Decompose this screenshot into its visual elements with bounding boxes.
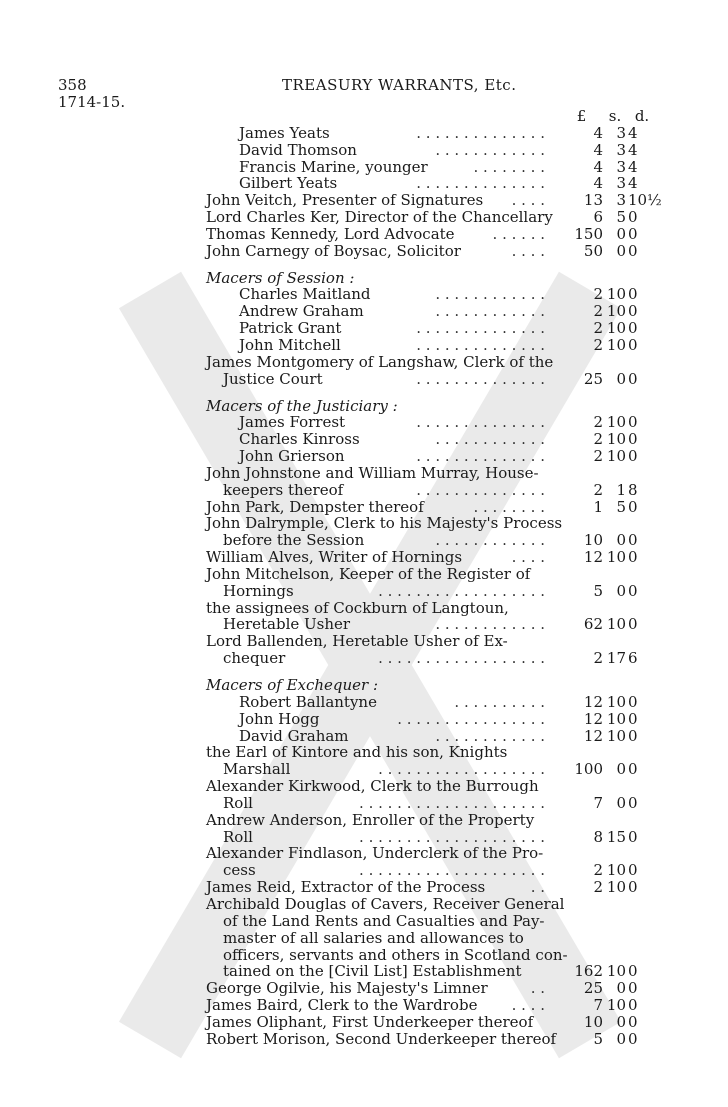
pence-value: 0 [628, 692, 638, 711]
pence-value: 0 [628, 413, 638, 432]
pounds-value: 100 [574, 760, 603, 779]
table-row [0, 286, 728, 303]
shillings-value: 10 [606, 335, 626, 354]
pounds-value: 10 [583, 531, 603, 550]
pence-value: 0 [628, 224, 638, 243]
table-row [0, 583, 728, 600]
pence-value: 0 [628, 531, 638, 550]
dot-leader: . . . . . . . . . . . . [435, 616, 545, 634]
entry-description: master of all salaries and allowances to [223, 928, 524, 947]
dot-leader: . . . . . . . . . . . . [435, 141, 545, 159]
table-row [0, 159, 728, 176]
dot-leader: . . . . . . . . . . . . [435, 727, 545, 745]
pounds-value: 2 [593, 447, 603, 466]
shillings-value: 10 [606, 962, 626, 981]
table-row [0, 879, 728, 896]
pounds-value: 12 [583, 548, 603, 567]
table-row [0, 711, 728, 728]
table-row [0, 694, 728, 711]
entry-description: John Hogg [239, 709, 320, 728]
pounds-value: 1 [593, 497, 603, 516]
table-row [0, 795, 728, 812]
pounds-value: 12 [583, 692, 603, 711]
dot-leader: . . . . . . . . . . . . . . . . [397, 710, 545, 728]
pence-heading: d. [634, 107, 650, 125]
entry-description: Andrew Graham [239, 302, 364, 321]
shillings-value: 5 [616, 208, 626, 227]
pence-value: 0 [628, 241, 638, 260]
pence-value: 0 [628, 760, 638, 779]
pence-value: 4 [628, 140, 638, 159]
dot-leader: . . . . . . . . . . . . . . . . . . [378, 650, 545, 667]
entry-description: John Veitch, Presenter of Signatures [206, 191, 484, 210]
entry-description: cess [223, 861, 256, 880]
pounds-value: 25 [583, 369, 603, 388]
table-row [0, 209, 728, 226]
table-row [0, 448, 728, 465]
entry-description: Alexander Findlason, Underclerk of the Pro- [206, 844, 544, 863]
table-row [0, 963, 728, 980]
pence-value: 4 [628, 157, 638, 176]
pence-value: 0 [628, 878, 638, 897]
page-title: TREASURY WARRANTS, Etc. [282, 76, 517, 94]
pounds-value: 2 [593, 335, 603, 354]
table-row [0, 482, 728, 499]
shillings-value: 3 [616, 174, 626, 193]
pence-value: 0 [628, 369, 638, 388]
table-row [0, 778, 728, 795]
pounds-value: 2 [593, 319, 603, 338]
entry-description: Roll [223, 827, 253, 846]
pounds-value: 2 [593, 480, 603, 499]
shillings-value: 0 [616, 241, 626, 260]
pounds-value: 2 [593, 430, 603, 449]
entry-description: John Carnegy of Boysac, Solicitor [206, 241, 461, 260]
table-row [0, 414, 728, 431]
table-row [0, 515, 728, 532]
dot-leader: . . . . . . . . . . . . [435, 532, 545, 550]
pounds-value: 4 [593, 174, 603, 193]
entry-description: Justice Court [223, 369, 323, 388]
entry-description: Archibald Douglas of Cavers, Receiver General [206, 894, 565, 913]
shillings-value: 3 [616, 123, 626, 142]
shillings-value: 3 [616, 191, 626, 210]
entry-description: James Montgomery of Langshaw, Clerk of the [206, 352, 554, 371]
table-row [0, 303, 728, 320]
entry-description: Robert Ballantyne [239, 692, 377, 711]
table-row [0, 633, 728, 650]
dot-leader: . . . . . . . . . . . . . . [416, 336, 545, 354]
entry-description: Alexander Kirkwood, Clerk to the Burrough [206, 777, 539, 796]
shillings-value: 10 [606, 413, 626, 432]
entry-description: Lord Ballenden, Heretable Usher of Ex- [206, 632, 508, 651]
pence-value: 0 [628, 962, 638, 981]
table-row [0, 465, 728, 482]
pounds-value: 2 [593, 861, 603, 880]
pounds-value: 12 [583, 709, 603, 728]
entry-description: James Yeats [239, 123, 330, 142]
entry-description: chequer [223, 649, 286, 668]
shillings-value: 10 [606, 285, 626, 304]
pence-value: 0 [628, 430, 638, 449]
entry-description: James Forrest [239, 413, 346, 432]
pence-value: 0 [628, 615, 638, 634]
pounds-value: 8 [593, 827, 603, 846]
table-row [0, 320, 728, 337]
dot-leader: . . . . . . . . . . [454, 693, 545, 711]
shillings-value: 10 [606, 726, 626, 745]
pounds-value: 10 [583, 1012, 603, 1031]
pence-value: 8 [628, 480, 638, 499]
entry-description: Roll [223, 793, 253, 812]
entry-description: John Dalrymple, Clerk to his Majesty's Process [206, 514, 563, 533]
shillings-value: 10 [606, 861, 626, 880]
shillings-value: 10 [606, 319, 626, 338]
dot-leader: . . . . . . [492, 225, 545, 243]
shillings-value: 1 [616, 480, 626, 499]
pence-value: 0 [628, 208, 638, 227]
entry-description: of the Land Rents and Casualties and Pay- [223, 911, 545, 930]
shillings-value: 0 [616, 369, 626, 388]
entry-description: John Grierson [239, 447, 345, 466]
shillings-value: 0 [616, 760, 626, 779]
entry-description: James Reid, Extractor of the Process [206, 878, 486, 897]
pounds-value: 12 [583, 726, 603, 745]
pounds-value: 13 [583, 191, 603, 210]
entry-description: Charles Kinross [239, 430, 360, 449]
pounds-value: 4 [593, 157, 603, 176]
pence-value: 0 [628, 319, 638, 338]
entry-description: John Mitchelson, Keeper of the Register of [206, 564, 531, 583]
warrant-list [0, 108, 728, 1048]
pence-value: 0 [628, 335, 638, 354]
dot-leader: . . . . . . . . . . . . . . [416, 370, 545, 388]
entry-description: tained on the [Civil List] Establishment [223, 962, 522, 981]
entry-description: Andrew Anderson, Enroller of the Property [206, 810, 535, 829]
dot-leader: . . . . . . . . . . . . . . [416, 175, 545, 193]
pounds-value: 5 [593, 1029, 603, 1048]
entry-description: officers, servants and others in Scotland con- [223, 945, 568, 964]
shillings-value: 10 [606, 615, 626, 634]
dot-leader: . . . . . . . . . . . . . . [416, 481, 545, 499]
shillings-value: 10 [606, 996, 626, 1015]
table-row [0, 192, 728, 209]
dot-leader: . . . . . . . . . . . . . . [416, 414, 545, 432]
table-row [0, 930, 728, 947]
pounds-value: 2 [593, 649, 603, 668]
shillings-value: 0 [616, 793, 626, 812]
entry-description: Macers of Exchequer : [206, 676, 379, 694]
table-row [0, 600, 728, 617]
shillings-value: 3 [616, 157, 626, 176]
entry-description: William Alves, Writer of Hornings [206, 548, 463, 567]
table-row [0, 175, 728, 192]
dot-leader: . . . . [511, 997, 545, 1014]
pounds-value: 4 [593, 123, 603, 142]
table-row [0, 549, 728, 566]
entry-description: Francis Marine, younger [239, 157, 428, 176]
pence-value: 4 [628, 123, 638, 142]
dot-leader: . . . . . . . . . . . . [435, 431, 545, 449]
entry-description: Macers of the Justiciary : [206, 396, 398, 415]
pence-value: 6 [628, 649, 638, 668]
pounds-value: 6 [593, 208, 603, 227]
shillings-value: 10 [606, 692, 626, 711]
pounds-value: 7 [593, 996, 603, 1015]
entry-description: David Thomson [239, 140, 357, 159]
shillings-value: 0 [616, 979, 626, 998]
shillings-value: 15 [606, 827, 626, 846]
entry-description: Charles Maitland [239, 285, 371, 304]
dot-leader: . . [530, 879, 545, 896]
dot-leader: . . [530, 980, 545, 998]
shillings-value: 10 [606, 447, 626, 466]
pence-value: 0 [628, 302, 638, 321]
entry-description: Gilbert Yeats [239, 174, 338, 193]
section-heading [0, 677, 728, 694]
table-row [0, 744, 728, 761]
pence-value: 0 [628, 548, 638, 567]
pounds-value: 25 [583, 979, 603, 998]
table-row [0, 371, 728, 388]
shillings-value: 0 [616, 224, 626, 243]
pounds-value: 150 [574, 224, 603, 243]
table-row [0, 650, 728, 667]
pence-value: 0 [628, 447, 638, 466]
section-heading [0, 398, 728, 415]
table-row [0, 1031, 728, 1048]
shillings-value: 3 [616, 140, 626, 159]
table-row [0, 1014, 728, 1031]
pounds-value: 50 [583, 241, 603, 260]
dot-leader: . . . . . . . . . . . . . . [416, 448, 545, 465]
shillings-value: 0 [616, 531, 626, 550]
shillings-value: 10 [606, 302, 626, 321]
pence-value: 0 [628, 1012, 638, 1031]
pounds-heading: £ [576, 107, 587, 125]
pounds-value: 4 [593, 140, 603, 159]
table-row [0, 125, 728, 142]
table-row [0, 947, 728, 964]
table-row [0, 499, 728, 516]
pence-value: 0 [628, 497, 638, 516]
pounds-value: 2 [593, 285, 603, 304]
column-headings [0, 108, 728, 125]
table-row [0, 896, 728, 913]
entry-description: the assignees of Cockburn of Langtoun, [206, 598, 509, 617]
table-row [0, 913, 728, 930]
table-row [0, 532, 728, 549]
section-heading [0, 270, 728, 287]
pence-value: 0 [628, 996, 638, 1015]
pence-value: 0 [628, 581, 638, 600]
shillings-value: 10 [606, 430, 626, 449]
table-row [0, 354, 728, 371]
dot-leader: . . . . . . . . [473, 498, 545, 516]
entry-description: John Mitchell [239, 335, 341, 354]
pounds-value: 5 [593, 581, 603, 600]
shillings-value: 0 [616, 1029, 626, 1048]
table-row [0, 243, 728, 260]
shillings-value: 0 [616, 1012, 626, 1031]
table-row [0, 845, 728, 862]
dot-leader: . . . . [511, 242, 545, 260]
pounds-value: 2 [593, 302, 603, 321]
dot-leader: . . . . . . . . . . . . . . . . . . . . [359, 794, 545, 812]
shillings-heading: s. [608, 107, 622, 125]
page-number: 358 [58, 76, 87, 94]
table-row [0, 997, 728, 1014]
entry-description: George Ogilvie, his Majesty's Limner [206, 979, 488, 998]
entry-description: John Park, Dempster thereof [206, 497, 424, 516]
entry-description: Heretable Usher [223, 615, 351, 634]
pence-value: 0 [628, 793, 638, 812]
entry-description: the Earl of Kintore and his son, Knights [206, 743, 508, 762]
table-row [0, 980, 728, 997]
dot-leader: . . . . . . . . . . . . . . . . . . [378, 582, 545, 600]
pence-value: 0 [628, 1029, 638, 1048]
pounds-value: 7 [593, 793, 603, 812]
table-row [0, 728, 728, 745]
page-years: 1714-15. [58, 93, 126, 111]
pence-value: 0 [628, 861, 638, 880]
shillings-value: 10 [606, 878, 626, 897]
dot-leader: . . . . . . . . . . . . . . . . . . [378, 761, 545, 779]
table-row [0, 761, 728, 778]
pence-value: 0 [628, 285, 638, 304]
entry-description: Macers of Session : [206, 268, 355, 287]
pence-value: 10½ [628, 191, 662, 210]
rows-container [0, 125, 728, 1048]
table-row [0, 337, 728, 354]
pence-value: 4 [628, 174, 638, 193]
dot-leader: . . . . . . . . . . . . . . [416, 124, 545, 142]
shillings-value: 17 [606, 649, 626, 668]
pence-value: 0 [628, 827, 638, 846]
dot-leader: . . . . [511, 192, 545, 210]
entry-description: Thomas Kennedy, Lord Advocate [206, 224, 455, 243]
pounds-value: 2 [593, 413, 603, 432]
entry-description: keepers thereof [223, 480, 344, 499]
table-row [0, 142, 728, 159]
table-row [0, 616, 728, 633]
dot-leader: . . . . . . . . . . . . [435, 303, 545, 321]
pence-value: 0 [628, 979, 638, 998]
table-row [0, 812, 728, 829]
dot-leader: . . . . [511, 549, 545, 566]
entry-description: James Baird, Clerk to the Wardrobe [206, 996, 478, 1015]
entry-description: Patrick Grant [239, 319, 342, 338]
pounds-value: 162 [574, 962, 603, 981]
dot-leader: . . . . . . . . . . . . . . [416, 320, 545, 337]
entry-description: David Graham [239, 726, 349, 745]
entry-description: Robert Morison, Second Underkeeper thereof [206, 1029, 557, 1048]
table-row [0, 226, 728, 243]
table-row [0, 829, 728, 846]
dot-leader: . . . . . . . . . . . . [435, 286, 545, 304]
entry-description: James Oliphant, First Underkeeper thereof [206, 1012, 534, 1031]
table-row [0, 566, 728, 583]
entry-description: John Johnstone and William Murray, House- [206, 463, 539, 482]
pence-value: 0 [628, 726, 638, 745]
table-row [0, 431, 728, 448]
entry-description: Lord Charles Ker, Director of the Chancellary [206, 208, 553, 227]
pounds-value: 2 [593, 878, 603, 897]
pence-value: 0 [628, 709, 638, 728]
shillings-value: 5 [616, 497, 626, 516]
shillings-value: 0 [616, 581, 626, 600]
dot-leader: . . . . . . . . . . . . . . . . . . . . [359, 862, 545, 880]
shillings-value: 10 [606, 709, 626, 728]
shillings-value: 10 [606, 548, 626, 567]
entry-description: Hornings [223, 581, 294, 600]
pounds-value: 62 [583, 615, 603, 634]
dot-leader: . . . . . . . . . . . . . . . . . . . . [359, 828, 545, 846]
entry-description: before the Session [223, 531, 365, 550]
entry-description: Marshall [223, 760, 291, 779]
dot-leader: . . . . . . . . [473, 158, 545, 176]
table-row [0, 862, 728, 879]
